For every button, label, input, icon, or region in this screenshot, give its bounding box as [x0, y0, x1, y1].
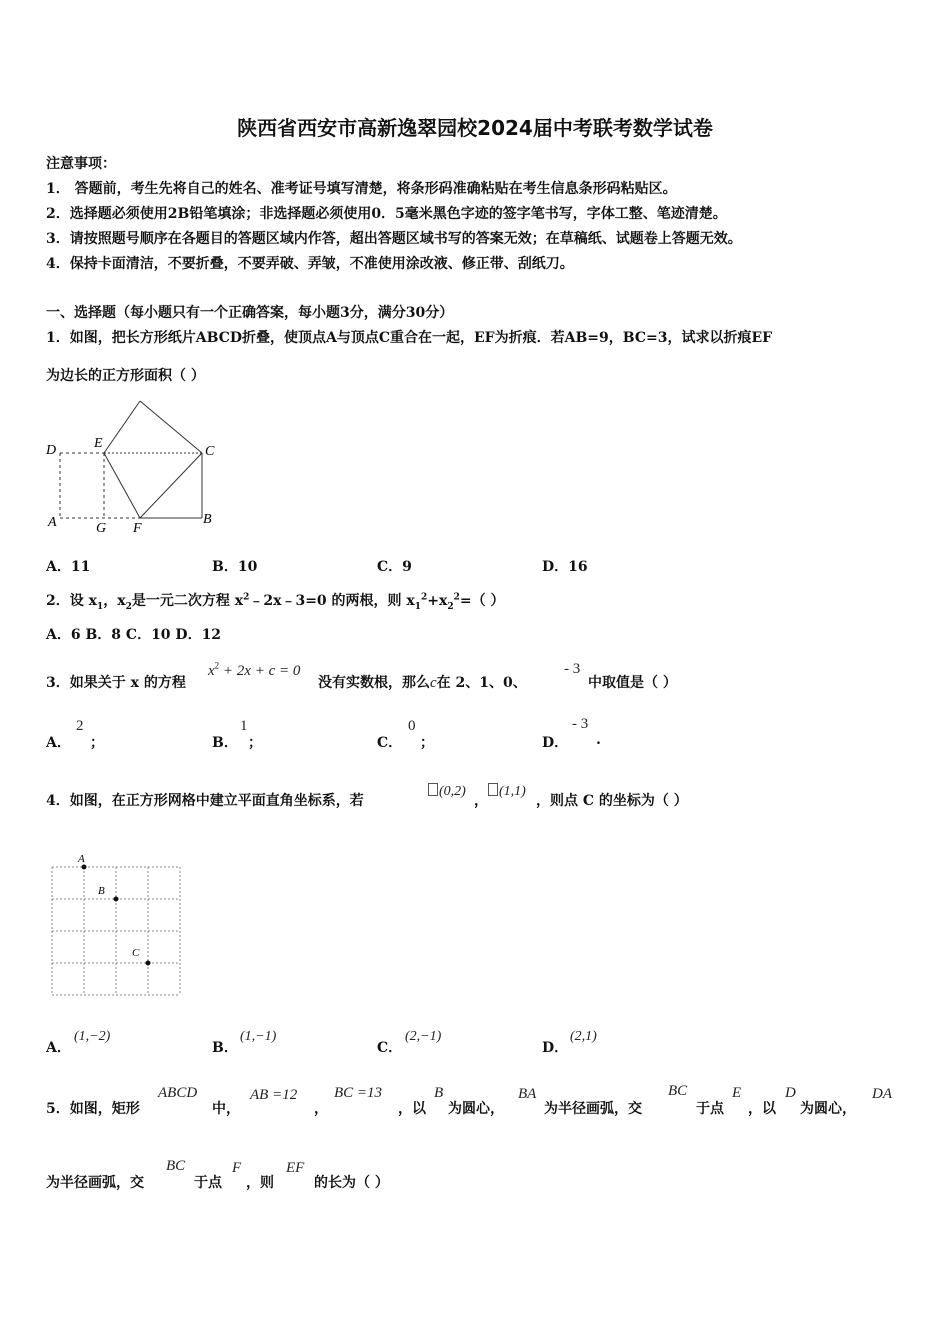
q5-bc-value: BC =13 — [334, 1085, 383, 1101]
q2-sup-2: 2 — [421, 592, 428, 603]
q5-point-b: B — [434, 1085, 444, 1101]
section-heading: 一、选择题（每小题只有一个正确答案，每小题3分，满分30分） — [46, 305, 454, 321]
q3-text-mid: 没有实数根，那么 — [318, 675, 430, 691]
q4-option-c-letter: C． — [377, 1040, 403, 1056]
q1-figure — [40, 395, 230, 540]
q5-point-e: E — [732, 1085, 742, 1101]
q4-option-c-value: (2,−1) — [405, 1029, 442, 1044]
q5-text-7: 于点 — [696, 1101, 724, 1117]
q5-point-f: F — [232, 1160, 242, 1176]
q5-segment-bc-2: BC — [166, 1158, 186, 1174]
q3-var-c: c — [430, 675, 437, 691]
q3-option-d-value: - 3 — [572, 716, 589, 732]
q5-text-4: ，以 — [398, 1101, 426, 1117]
q4-grid-label-b: B — [98, 885, 105, 897]
q4-point-a-placeholder-icon — [428, 783, 438, 796]
q4-point-b-coords: (1,1) — [499, 784, 526, 799]
q5-text-2: 中， — [212, 1101, 240, 1117]
q4-option-b-letter: B． — [212, 1040, 238, 1056]
q3-option-c-value: 0 — [408, 718, 416, 734]
notice-item-2: 2．选择题必须使用2B铅笔填涂；非选择题必须使用0．5毫米黑色字迹的签字笔书写，字体工整、笔迹清楚。 — [46, 206, 727, 222]
q3-option-d-letter: D． — [542, 735, 569, 751]
q1-fig-label-c: C — [205, 444, 215, 459]
q1-fig-segment-ef — [104, 453, 140, 518]
q1-fig-label-b: B — [203, 512, 212, 527]
q2-options: A．6 B．8 C．10 D．12 — [46, 627, 222, 643]
q3-text-mid2: 在 2、1、0、 — [436, 675, 527, 691]
q3-eq-rest: + 2x + c = 0 — [219, 663, 301, 679]
q4-point-b — [488, 783, 526, 800]
q5-text-9: 为圆心， — [800, 1101, 856, 1117]
q1-fig-segment-top-c — [140, 401, 202, 453]
q4-point-a-coords: (0,2) — [439, 784, 466, 799]
q5-text-3: ， — [314, 1101, 328, 1117]
q1-fig-label-e: E — [94, 436, 103, 451]
q3-option-b-letter: B． — [212, 735, 238, 751]
q3-option-a-tail: ； — [90, 735, 104, 751]
q4-grid-point-c — [146, 961, 151, 966]
q4-grid-point-b — [114, 897, 119, 902]
q5-text-13: 的长为（ ） — [314, 1175, 389, 1191]
q3-stem-mid — [318, 672, 527, 692]
q3-option-c-tail: ； — [420, 735, 434, 751]
q1-fig-label-g: G — [96, 521, 107, 536]
q1-fig-segment-e-top — [104, 401, 140, 453]
q1-stem-line2: 为边长的正方形面积（ ） — [46, 368, 205, 384]
q2-text-4: ﹣2x﹣3=0 的两根，则 x — [249, 593, 415, 609]
q2-text-5: +x — [427, 593, 448, 609]
q2-text-1: 2．设 x — [46, 593, 97, 609]
q5-segment-da: DA — [872, 1086, 892, 1102]
q1-fig-label-f: F — [133, 521, 142, 536]
q4-point-b-placeholder-icon — [488, 783, 498, 796]
q3-stem-end: 中取值是（ ） — [588, 675, 677, 691]
q4-option-d-value: (2,1) — [570, 1029, 597, 1044]
q4-grid-figure — [44, 850, 189, 1000]
q3-option-c-letter: C． — [377, 735, 403, 751]
q4-stem-pre: 4．如图，在正方形网格中建立平面直角坐标系，若 — [46, 793, 364, 809]
q3-option-a-letter: A． — [46, 735, 71, 751]
q2-text-3: 是一元二次方程 x — [131, 593, 244, 609]
q2-sub-1: 1 — [96, 601, 104, 612]
q2-sub-3: 1 — [414, 601, 422, 612]
q5-text-12: ，则 — [246, 1175, 274, 1191]
q1-fig-segment-fc — [140, 453, 202, 518]
q2-text-2: ，x — [103, 593, 126, 609]
q5-ab-value: AB =12 — [250, 1087, 298, 1103]
q3-option-b-value: 1 — [240, 718, 248, 734]
q3-option-a-value: 2 — [76, 718, 84, 734]
q4-option-d-letter: D． — [542, 1040, 569, 1056]
q2-sub-4: 2 — [447, 601, 454, 612]
q5-text-5: 为圆心， — [448, 1101, 504, 1117]
q1-option-a: A．11 — [46, 559, 91, 575]
q5-text-6: 为半径画弧，交 — [544, 1101, 642, 1117]
q2-sub-2: 2 — [125, 601, 132, 612]
notice-item-1: 1． 答题前，考生先将自己的姓名、准考证号填写清楚，将条形码准确粘贴在考生信息条形码粘贴区。 — [46, 181, 677, 197]
q5-text-10: 为半径画弧，交 — [46, 1175, 144, 1191]
q2-text-6: =（ ） — [459, 593, 505, 609]
q4-separator: ， — [474, 793, 488, 809]
q4-grid-label-c: C — [132, 947, 140, 959]
q5-text-1: 5．如图，矩形 — [46, 1101, 140, 1117]
q4-option-a-value: (1,−2) — [74, 1029, 111, 1044]
q4-stem-end: ，则点 C 的坐标为（ ） — [536, 793, 688, 809]
q1-fig-label-d: D — [46, 443, 57, 458]
q5-segment-ef: EF — [286, 1160, 305, 1176]
q2-sup-3: 2 — [453, 592, 460, 603]
q3-option-b-tail: ； — [248, 735, 262, 751]
q3-eq-square: 2 — [214, 660, 220, 671]
notice-heading: 注意事项： — [46, 156, 116, 172]
q1-option-c: C．9 — [377, 559, 412, 575]
q4-point-a — [428, 783, 466, 800]
q2-stem — [46, 590, 505, 612]
q5-segment-bc: BC — [668, 1083, 688, 1099]
q1-option-b: B．10 — [212, 559, 258, 575]
q1-option-d: D．16 — [542, 559, 588, 575]
q5-rect-abcd: ABCD — [158, 1085, 198, 1101]
page-title: 陕西省西安市高新逸翠园校2024届中考联考数学试卷 — [237, 116, 713, 140]
q5-text-11: 于点 — [194, 1175, 222, 1191]
q5-text-8: ，以 — [748, 1101, 776, 1117]
q1-stem-line1: 1．如图，把长方形纸片ABCD折叠，使顶点A与顶点C重合在一起，EF为折痕．若AB=9，BC=3，试求以折痕EF — [46, 330, 773, 346]
q5-point-d: D — [785, 1085, 796, 1101]
q4-grid-point-a — [82, 865, 87, 870]
q3-eq-x: x — [208, 663, 215, 679]
q1-fig-label-a: A — [48, 515, 57, 530]
q4-option-b-value: (1,−1) — [240, 1029, 277, 1044]
q3-neg-three: - 3 — [564, 661, 581, 677]
q5-segment-ba: BA — [518, 1086, 537, 1102]
q4-option-a-letter: A． — [46, 1040, 71, 1056]
q2-sup-1: 2 — [243, 592, 250, 603]
q3-stem-pre: 3．如果关于 x 的方程 — [46, 675, 186, 691]
notice-item-3: 3．请按照题号顺序在各题目的答题区域内作答，超出答题区域书写的答案无效；在草稿纸、试题卷上答题无效。 — [46, 231, 742, 247]
q4-grid-label-a: A — [78, 853, 85, 865]
q3-option-d-tail: . — [596, 732, 601, 748]
q3-equation — [208, 660, 300, 680]
notice-item-4: 4．保持卡面清洁，不要折叠，不要弄破、弄皱，不准使用涂改液、修正带、刮纸刀。 — [46, 256, 574, 272]
